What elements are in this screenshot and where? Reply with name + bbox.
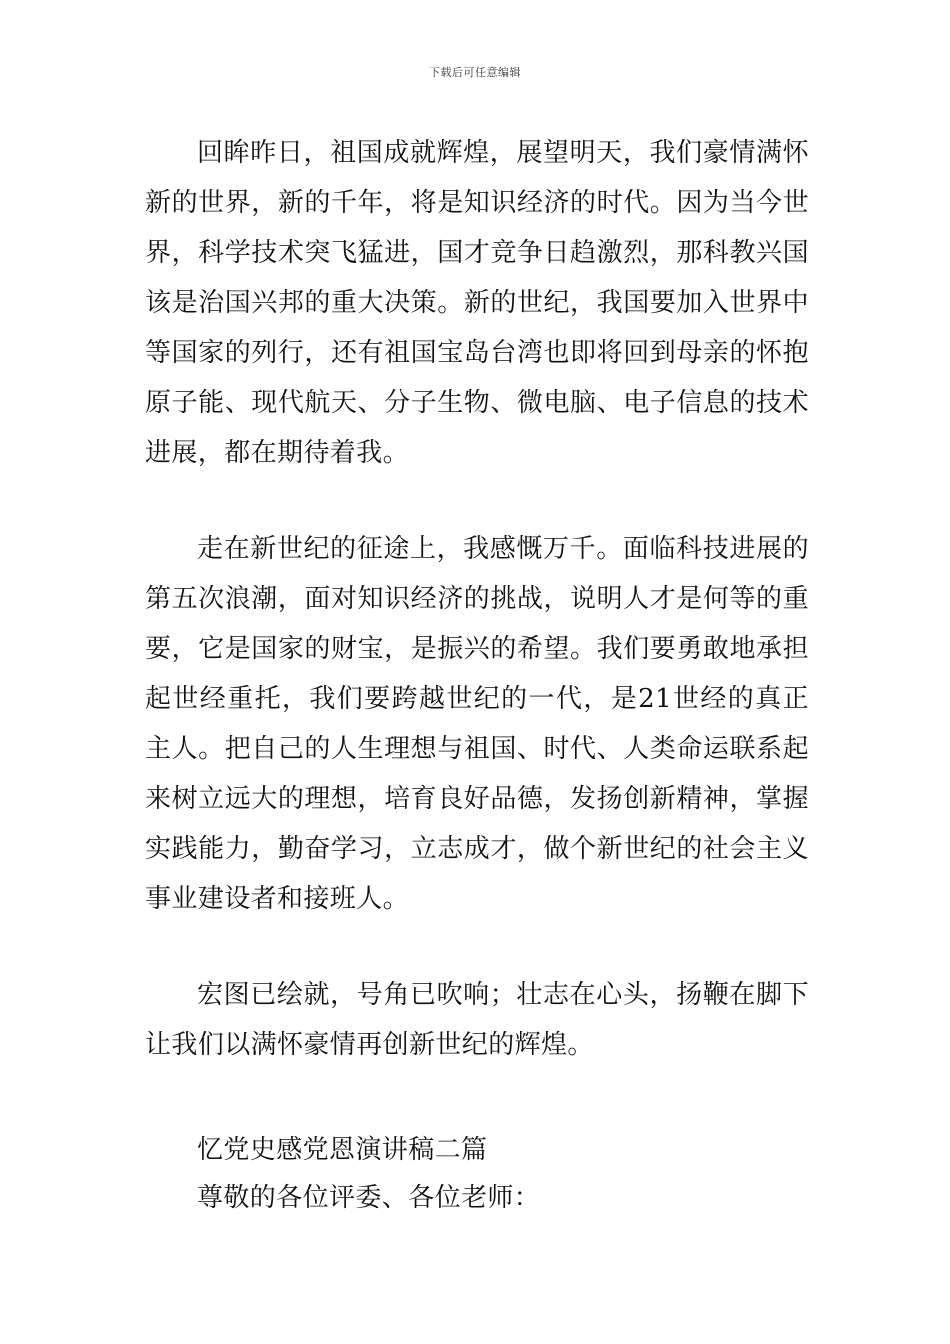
section-spacer (145, 1070, 809, 1126)
page-header: 下载后可任意编辑 (429, 66, 521, 79)
paragraph-spacer (145, 924, 809, 970)
paragraph-spacer (145, 478, 809, 524)
section-title: 忆党史感党恩演讲稿二篇 (197, 1135, 488, 1165)
paragraph-2: 走在新世纪的征途上，我感慨万千。面临科技进展的第五次浪潮，面对知识经济的挑战，说明人才是何等的重要，它是国家的财宝，是振兴的希望。我们要勇敢地承担起世经重托，我们要跨越世纪的一代，是21世经的真正主人。把自己的人生理想与祖国、时代、人类命运联系起来树立远大的理想，培育良好品德，发扬创新精神，掌握实践能力，勤奋学习，立志成才，做个新世纪的社会主义事业建设者和接班人。 (145, 534, 809, 914)
paragraph-1: 回眸昨日，祖国成就辉煌，展望明天，我们豪情满怀新的世界，新的千年，将是知识经济的时代。因为当今世界，科学技术突飞猛进，国才竞争日趋激烈，那科教兴国该是治国兴邦的重大决策。新的世纪，我国要加入世界中等国家的列行，还有祖国宝岛台湾也即将回到母亲的怀抱原子能、现代航天、分子生物、微电脑、电子信息的技术进展，都在期待着我。 (145, 138, 809, 468)
document-body (145, 128, 809, 1222)
paragraph-3: 宏图已绘就，号角已吹响；壮志在心头，扬鞭在脚下让我们以满怀豪情再创新世纪的辉煌。 (145, 980, 809, 1060)
greeting-line: 尊敬的各位评委、各位老师： (197, 1183, 541, 1213)
